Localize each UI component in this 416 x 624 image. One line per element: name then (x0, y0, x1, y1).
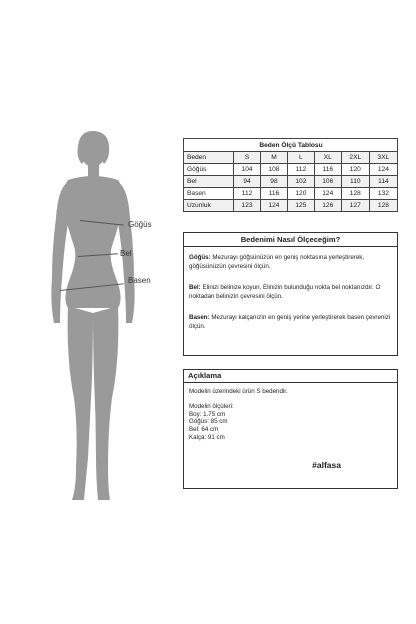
table-cell: 132 (369, 188, 397, 200)
measuring-guide-title: Bedenimi Nasıl Ölçeceğim? (184, 233, 397, 247)
table-cell: 124 (369, 164, 397, 176)
table-cell: 102 (287, 176, 314, 188)
waist-instruction (184, 283, 397, 301)
table-cell: 128 (369, 200, 397, 212)
table-header-row (184, 152, 398, 164)
table-cell: 120 (341, 164, 369, 176)
model-measurements-header: Modelin ölçüleri: (189, 403, 234, 411)
table-cell: Uzunluk (184, 200, 234, 212)
table-cell: 127 (341, 200, 369, 212)
hip-label: Basen (128, 276, 151, 285)
model-hip: Kalça: 91 cm (189, 433, 225, 441)
table-cell: 2XL (341, 152, 369, 164)
description-title: Açıklama (184, 370, 397, 383)
table-cell: S (234, 152, 261, 164)
table-cell: 126 (314, 200, 341, 212)
table-cell: Beden (184, 152, 234, 164)
table-cell: Basen (184, 188, 234, 200)
table-cell: Bel (184, 176, 234, 188)
model-height: Boy: 1.75 cm (189, 410, 226, 418)
measuring-guide-box (183, 232, 398, 356)
chest-label: Göğüs (128, 220, 152, 229)
model-size-note: Modelin üzerindeki ürün S bedendir. (189, 387, 288, 395)
model-waist: Bel: 64 cm (189, 425, 219, 433)
table-cell: XL (314, 152, 341, 164)
table-cell: Göğüs (184, 164, 234, 176)
table-cell: 98 (261, 176, 288, 188)
table-cell: 110 (341, 176, 369, 188)
brand-hashtag: #alfasa (312, 460, 341, 470)
table-cell: 112 (287, 164, 314, 176)
table-cell: 124 (261, 200, 288, 212)
table-row (184, 176, 398, 188)
chest-instruction (184, 253, 397, 271)
body-silhouette (38, 128, 148, 506)
instruction-text: Mezurayı göğsünüzün en geniş noktasına yerleştirerek, göğüsünüzün çevresini ölçün. (189, 254, 365, 270)
instruction-term: Göğüs: (189, 254, 211, 261)
table-cell: 112 (234, 188, 261, 200)
table-cell: 94 (234, 176, 261, 188)
table-cell: 128 (341, 188, 369, 200)
instruction-term: Bel: (189, 284, 201, 291)
instruction-text: Mezurayı kalçanızın en geniş yerine yerleştirerek basen çevrenizi ölçün. (189, 314, 391, 330)
hip-instruction (184, 313, 397, 331)
table-cell: 108 (261, 164, 288, 176)
table-cell: 116 (314, 164, 341, 176)
instruction-text: Elinizi belinize koyun. Elinizin bulunduğu nokta bel noktanızdır. O noktadan belinizin çevresini ölçün. (189, 284, 381, 300)
table-cell: 106 (314, 176, 341, 188)
silhouette-illustration (38, 128, 148, 506)
table-row (184, 200, 398, 212)
table-cell: 125 (287, 200, 314, 212)
table-cell: 124 (314, 188, 341, 200)
table-cell: M (261, 152, 288, 164)
size-chart-title: Beden Ölçü Tablosu (184, 139, 398, 152)
table-cell: 3XL (369, 152, 397, 164)
table-row (184, 188, 398, 200)
table-cell: 114 (369, 176, 397, 188)
size-chart-table (183, 138, 398, 212)
table-cell: 120 (287, 188, 314, 200)
model-chest: Göğüs: 85 cm (189, 418, 228, 426)
table-cell: 123 (234, 200, 261, 212)
waist-label: Bel (120, 249, 132, 258)
table-cell: 116 (261, 188, 288, 200)
table-cell: L (287, 152, 314, 164)
description-box (183, 369, 398, 489)
table-row (184, 164, 398, 176)
instruction-term: Basen: (189, 314, 210, 321)
table-cell: 104 (234, 164, 261, 176)
